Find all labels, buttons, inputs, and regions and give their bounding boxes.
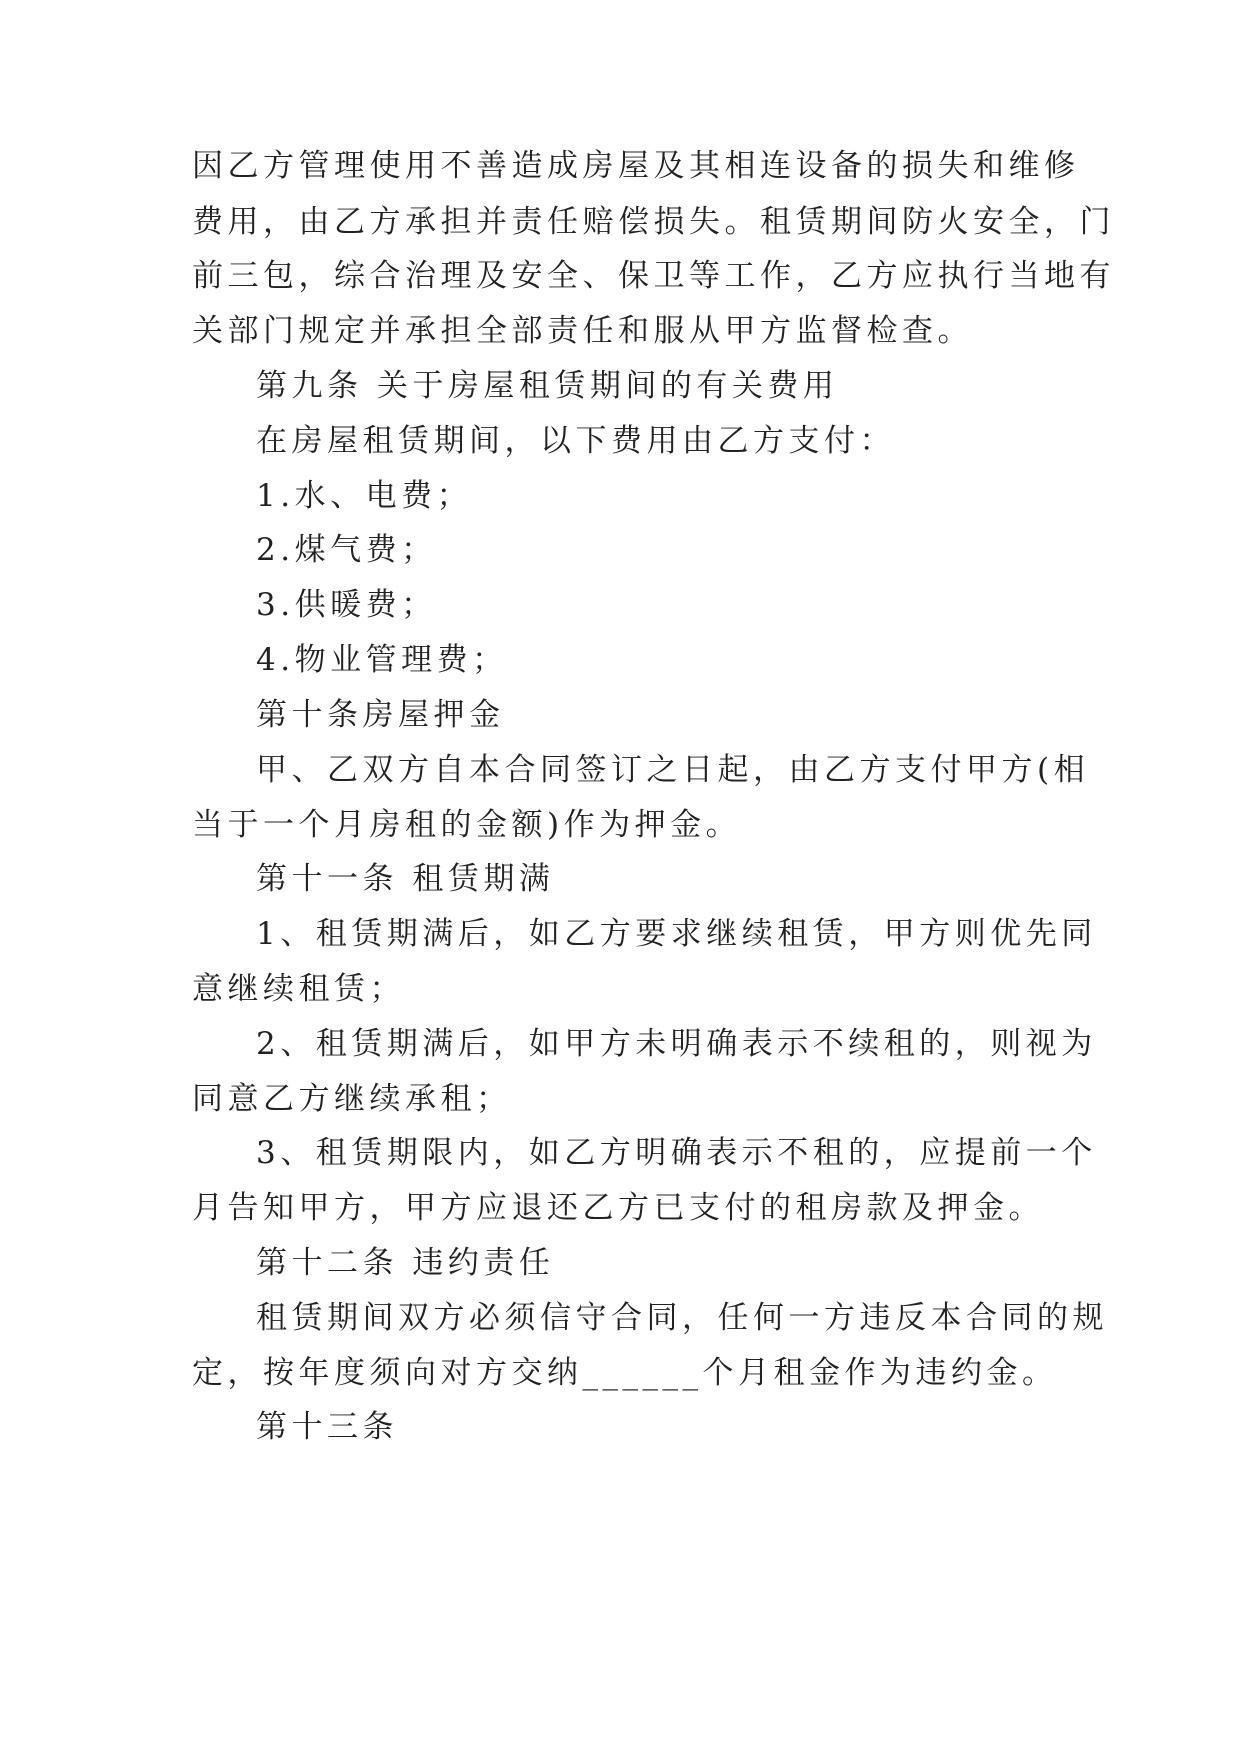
paragraph-line: 费用，由乙方承担并责任赔偿损失。租赁期间防火安全，门 (192, 204, 1115, 240)
paragraph-line: 甲、乙双方自本合同签订之日起，由乙方支付甲方(相 (256, 752, 1090, 788)
paragraph-line: 租赁期间双方必须信守合同，任何一方违反本合同的规 (256, 1300, 1108, 1336)
article-heading: 第十一条 租赁期满 (256, 861, 555, 897)
article-heading: 第十条房屋押金 (256, 697, 505, 733)
paragraph-line: 因乙方管理使用不善造成房屋及其相连设备的损失和维修 (192, 148, 1080, 184)
paragraph-line: 同意乙方继续承租； (192, 1081, 512, 1117)
paragraph-line: 定，按年度须向对方交纳______个月租金作为违约金。 (192, 1355, 1058, 1391)
list-item: 4.物业管理费； (256, 642, 508, 678)
paragraph-line: 关部门规定并承担全部责任和服从甲方监督检查。 (192, 313, 973, 349)
paragraph-line: 在房屋租赁期间，以下费用由乙方支付： (256, 423, 895, 459)
paragraph-line: 2、租赁期满后，如甲方未明确表示不续租的，则视为 (256, 1026, 1097, 1062)
list-item: 1.水、电费； (256, 478, 473, 514)
paragraph-line: 前三包，综合治理及安全、保卫等工作，乙方应执行当地有 (192, 258, 1115, 294)
list-item: 2.煤气费； (256, 532, 437, 568)
article-heading: 第九条 关于房屋租赁期间的有关费用 (256, 368, 839, 404)
paragraph-line: 意继续租赁； (192, 971, 405, 1007)
paragraph-line: 3、租赁期限内，如乙方明确表示不租的，应提前一个 (256, 1135, 1097, 1171)
paragraph-line: 1、租赁期满后，如乙方要求继续租赁，甲方则优先同 (256, 916, 1097, 952)
article-heading: 第十二条 违约责任 (256, 1245, 555, 1281)
paragraph-line: 当于一个月房租的金额)作为押金。 (192, 807, 742, 843)
paragraph-line: 月告知甲方，甲方应退还乙方已支付的租房款及押金。 (192, 1190, 1044, 1226)
article-heading: 第十三条 (256, 1409, 398, 1445)
list-item: 3.供暖费； (256, 587, 437, 623)
